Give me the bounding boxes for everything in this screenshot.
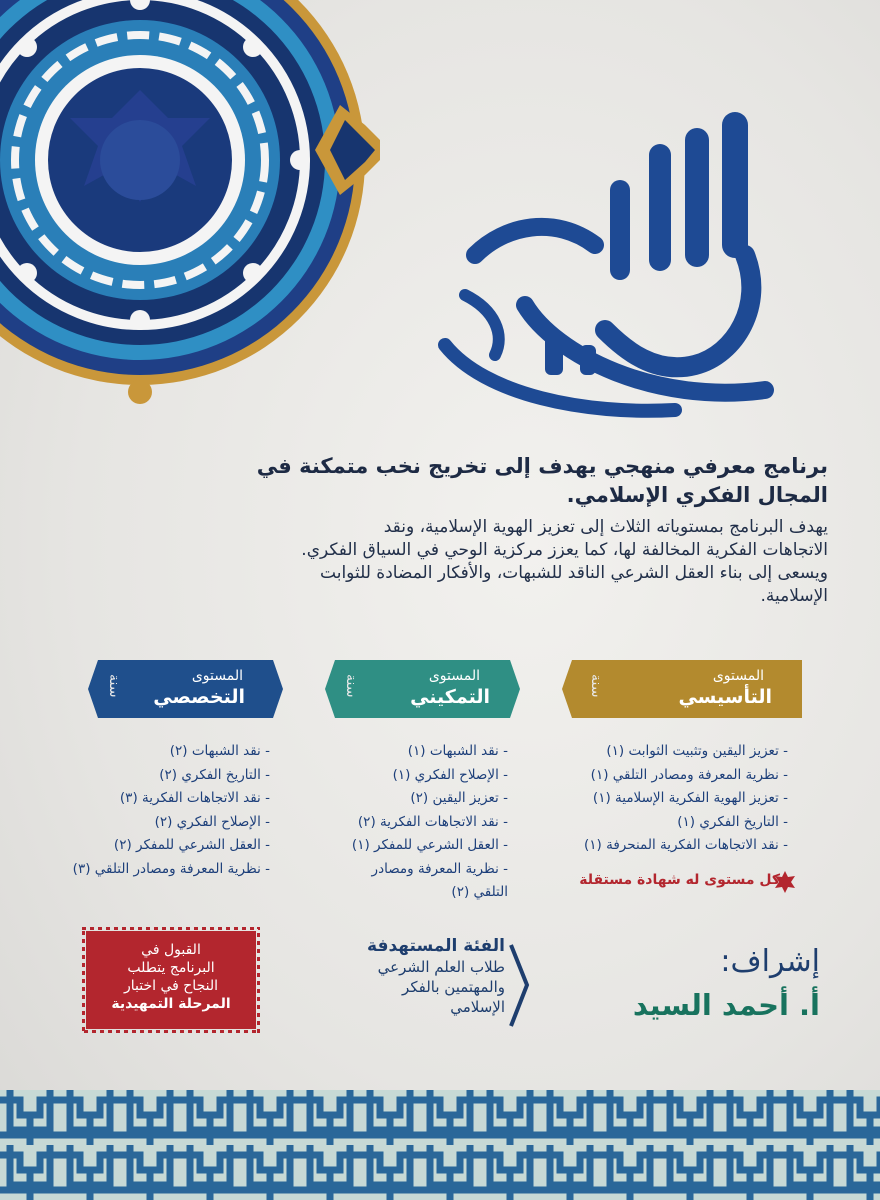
list-item: - التاريخ الفكري (٢) xyxy=(70,764,270,788)
level-name: التمكيني xyxy=(410,686,490,708)
level-small-label: المستوى xyxy=(428,668,480,684)
decorative-rosette xyxy=(0,0,380,410)
target-line3: الإسلامي xyxy=(450,998,505,1016)
list-item: - الإصلاح الفكري (٢) xyxy=(70,811,270,835)
intro-heading-line2: المجال الفكري الإسلامي. xyxy=(566,483,828,507)
list-item: - تعزيز اليقين (٢) xyxy=(333,787,508,811)
list-item: - الإصلاح الفكري (١) xyxy=(333,764,508,788)
level-year: سنة xyxy=(343,674,359,698)
list-item: - تعزيز الهوية الفكرية الإسلامية (١) xyxy=(523,787,788,811)
list-item: - نقد الشبهات (١) xyxy=(333,740,508,764)
list-item: - نقد الاتجاهات الفكرية المنحرفة (١) xyxy=(523,834,788,858)
level-badge-foundational xyxy=(562,660,802,718)
intro-block xyxy=(88,452,828,608)
brace-icon xyxy=(505,943,535,1028)
level-badge-specialized xyxy=(88,660,283,718)
geometric-pattern-band xyxy=(0,1090,880,1200)
intro-paragraph-line3: ويسعى إلى بناء العقل الشرعي الناقد للشبهات، والأفكار المضادة للثوابت xyxy=(320,563,828,583)
list-item: - العقل الشرعي للمفكر (٢) xyxy=(70,834,270,858)
list-item: - نقد الاتجاهات الفكرية (٢) xyxy=(333,811,508,835)
calligraphy-title xyxy=(405,95,795,425)
admission-text xyxy=(82,941,260,1013)
intro-heading-line1: برنامج معرفي منهجي يهدف إلى تخريج نخب متمكنة في xyxy=(256,454,828,478)
target-line1: طلاب العلم الشرعي xyxy=(377,958,505,976)
intro-paragraph-line1: يهدف البرنامج بمستوياته الثلاث إلى تعزيز الهوية الإسلامية، ونقد xyxy=(383,517,828,537)
certificate-note: كل مستوى له شهادة مستقلة xyxy=(579,872,780,888)
target-title: الفئة المستهدفة xyxy=(367,936,505,956)
list-item: - نظرية المعرفة ومصادر التلقي (١) xyxy=(523,764,788,788)
supervisor-name: أ. أحمد السيد xyxy=(632,988,820,1022)
supervision-label: إشراف: xyxy=(720,944,820,979)
courses-empowering xyxy=(333,740,508,905)
list-item: - نقد الاتجاهات الفكرية (٣) xyxy=(70,787,270,811)
intro-paragraph-line2: الاتجاهات الفكرية المخالفة لها، كما يعزز مركزية الوحي في السياق الفكري. xyxy=(301,540,828,560)
admission-stamp xyxy=(82,927,260,1033)
level-name: التأسيسي xyxy=(678,686,772,708)
list-item: - العقل الشرعي للمفكر (١) xyxy=(333,834,508,858)
list-item: - تعزيز اليقين وتثبيت الثوابت (١) xyxy=(523,740,788,764)
list-item: - نظرية المعرفة ومصادر التلقي (٣) xyxy=(70,858,270,882)
intro-paragraph-line4: الإسلامية. xyxy=(760,586,828,606)
level-name: التخصصي xyxy=(153,686,245,708)
target-audience xyxy=(290,935,505,1017)
courses-specialized xyxy=(70,740,270,881)
supervision-block xyxy=(633,945,820,1025)
list-item: - نظرية المعرفة ومصادر التلقي (٢) xyxy=(333,858,508,905)
admission-line1: القبول في xyxy=(141,942,201,958)
level-small-label: المستوى xyxy=(712,668,764,684)
list-item: - التاريخ الفكري (١) xyxy=(523,811,788,835)
courses-foundational xyxy=(523,740,788,858)
level-badge-empowering xyxy=(325,660,520,718)
list-item: - نقد الشبهات (٢) xyxy=(70,740,270,764)
admission-line2: البرنامج يتطلب xyxy=(127,960,215,976)
admission-line3: النجاح في اختبار xyxy=(123,978,218,994)
level-year: سنة xyxy=(106,674,122,698)
target-line2: والمهتمين بالفكر xyxy=(402,978,505,996)
level-small-label: المستوى xyxy=(191,668,243,684)
admission-line4: المرحلة التمهيدية xyxy=(111,996,231,1012)
level-year: سنة xyxy=(588,674,604,698)
